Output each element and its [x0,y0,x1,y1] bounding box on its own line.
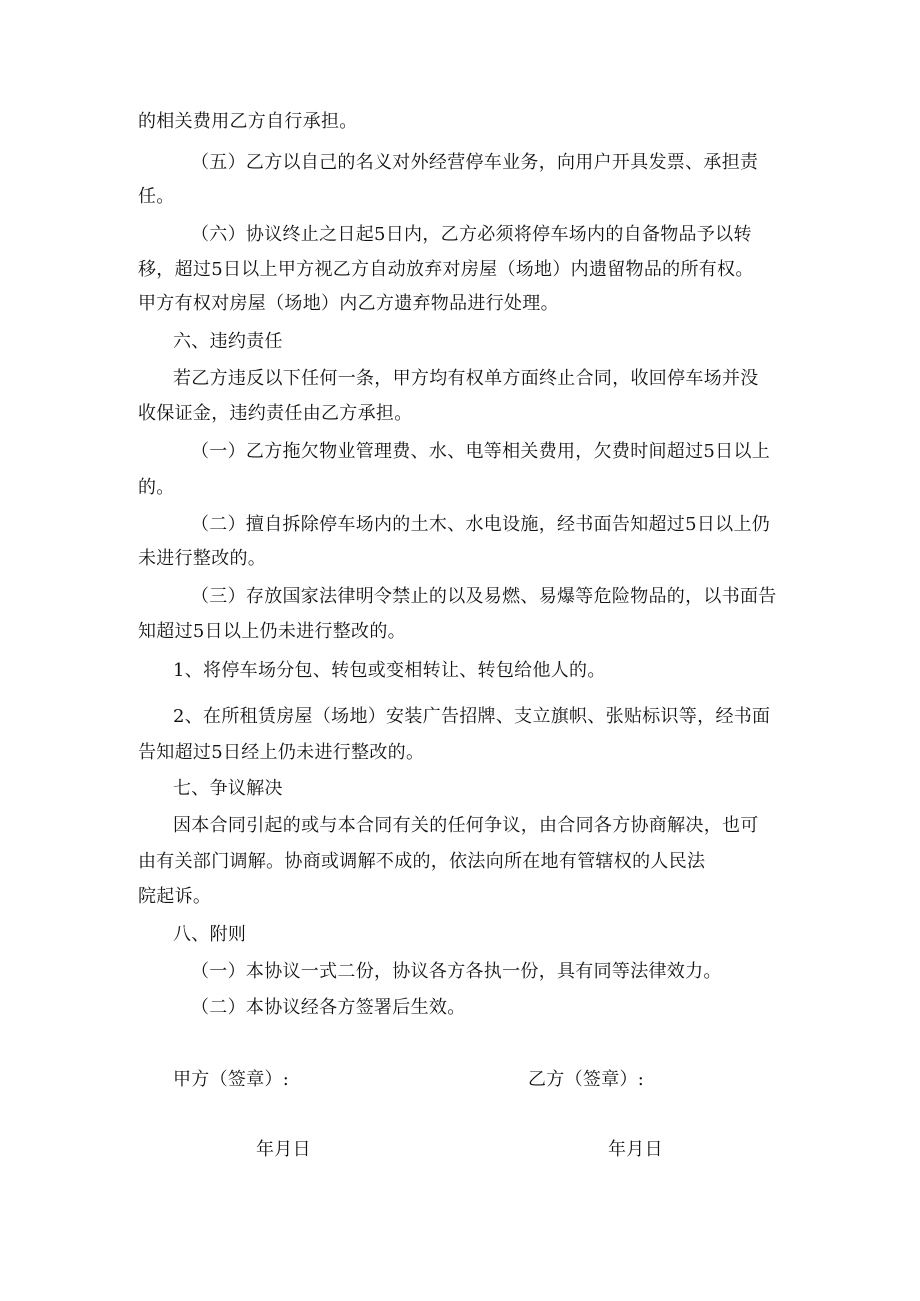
text-line-2: （五）乙方以自己的名义对外经营停车业务，向用户开具发票、承担责 [191,152,759,173]
text-line-15: 知超过5日以上仍未进行整改的。 [138,621,406,642]
text-line-24: （一）本协议一式二份，协议各方各执一份，具有同等法律效力。 [191,961,722,982]
section-heading-8: 八、附则 [173,924,247,945]
text-line-6: 甲方有权对房屋（场地）内乙方遗弃物品进行处理。 [138,293,559,314]
section-heading-7: 七、争议解决 [173,778,283,799]
text-line-11: 的。 [138,477,175,498]
party-b-signature-label: 乙方（签章）: [528,1069,645,1090]
text-line-1: 的相关费用乙方自行承担。 [138,111,358,132]
text-line-20: 因本合同引起的或与本合同有关的任何争议，由合同各方协商解决，也可 [173,815,759,836]
text-line-14: （三）存放国家法律明令禁止的以及易燃、易爆等危险物品的，以书面告 [191,586,777,607]
text-line-22: 院起诉。 [138,886,212,907]
text-line-17: 2、在所租赁房屋（场地）安装广告招牌、支立旗帜、张贴标识等，经书面 [173,706,771,727]
text-line-4: （六）协议终止之日起5日内，乙方必须将停车场内的自备物品予以转 [191,224,752,245]
party-a-signature-label: 甲方（签章）: [173,1069,290,1090]
text-line-16: 1、将停车场分包、转包或变相转让、转包给他人的。 [173,660,606,681]
text-line-10: （一）乙方拖欠物业管理费、水、电等相关费用，欠费时间超过5日以上 [191,441,771,462]
text-line-21: 由有关部门调解。协商或调解不成的，依法向所在地有管辖权的人民法 [138,851,706,872]
text-line-12: （二）擅自拆除停车场内的土木、水电设施，经书面告知超过5日以上仍 [191,514,771,535]
text-line-25: （二）本协议经各方签署后生效。 [191,997,466,1018]
party-a-date-label: 年月日 [256,1139,311,1160]
party-b-date-label: 年月日 [608,1139,663,1160]
section-heading-6: 六、违约责任 [173,331,283,352]
text-line-18: 告知超过5日经上仍未进行整改的。 [138,742,425,763]
text-line-5: 移，超过5日以上甲方视乙方自动放弃对房屋（场地）内遗留物品的所有权。 [138,259,754,280]
text-line-8: 若乙方违反以下任何一条，甲方均有权单方面终止合同，收回停车场并没 [173,368,759,389]
text-line-9: 收保证金，违约责任由乙方承担。 [138,403,413,424]
text-line-3: 任。 [138,186,175,207]
text-line-13: 未进行整改的。 [138,548,267,569]
